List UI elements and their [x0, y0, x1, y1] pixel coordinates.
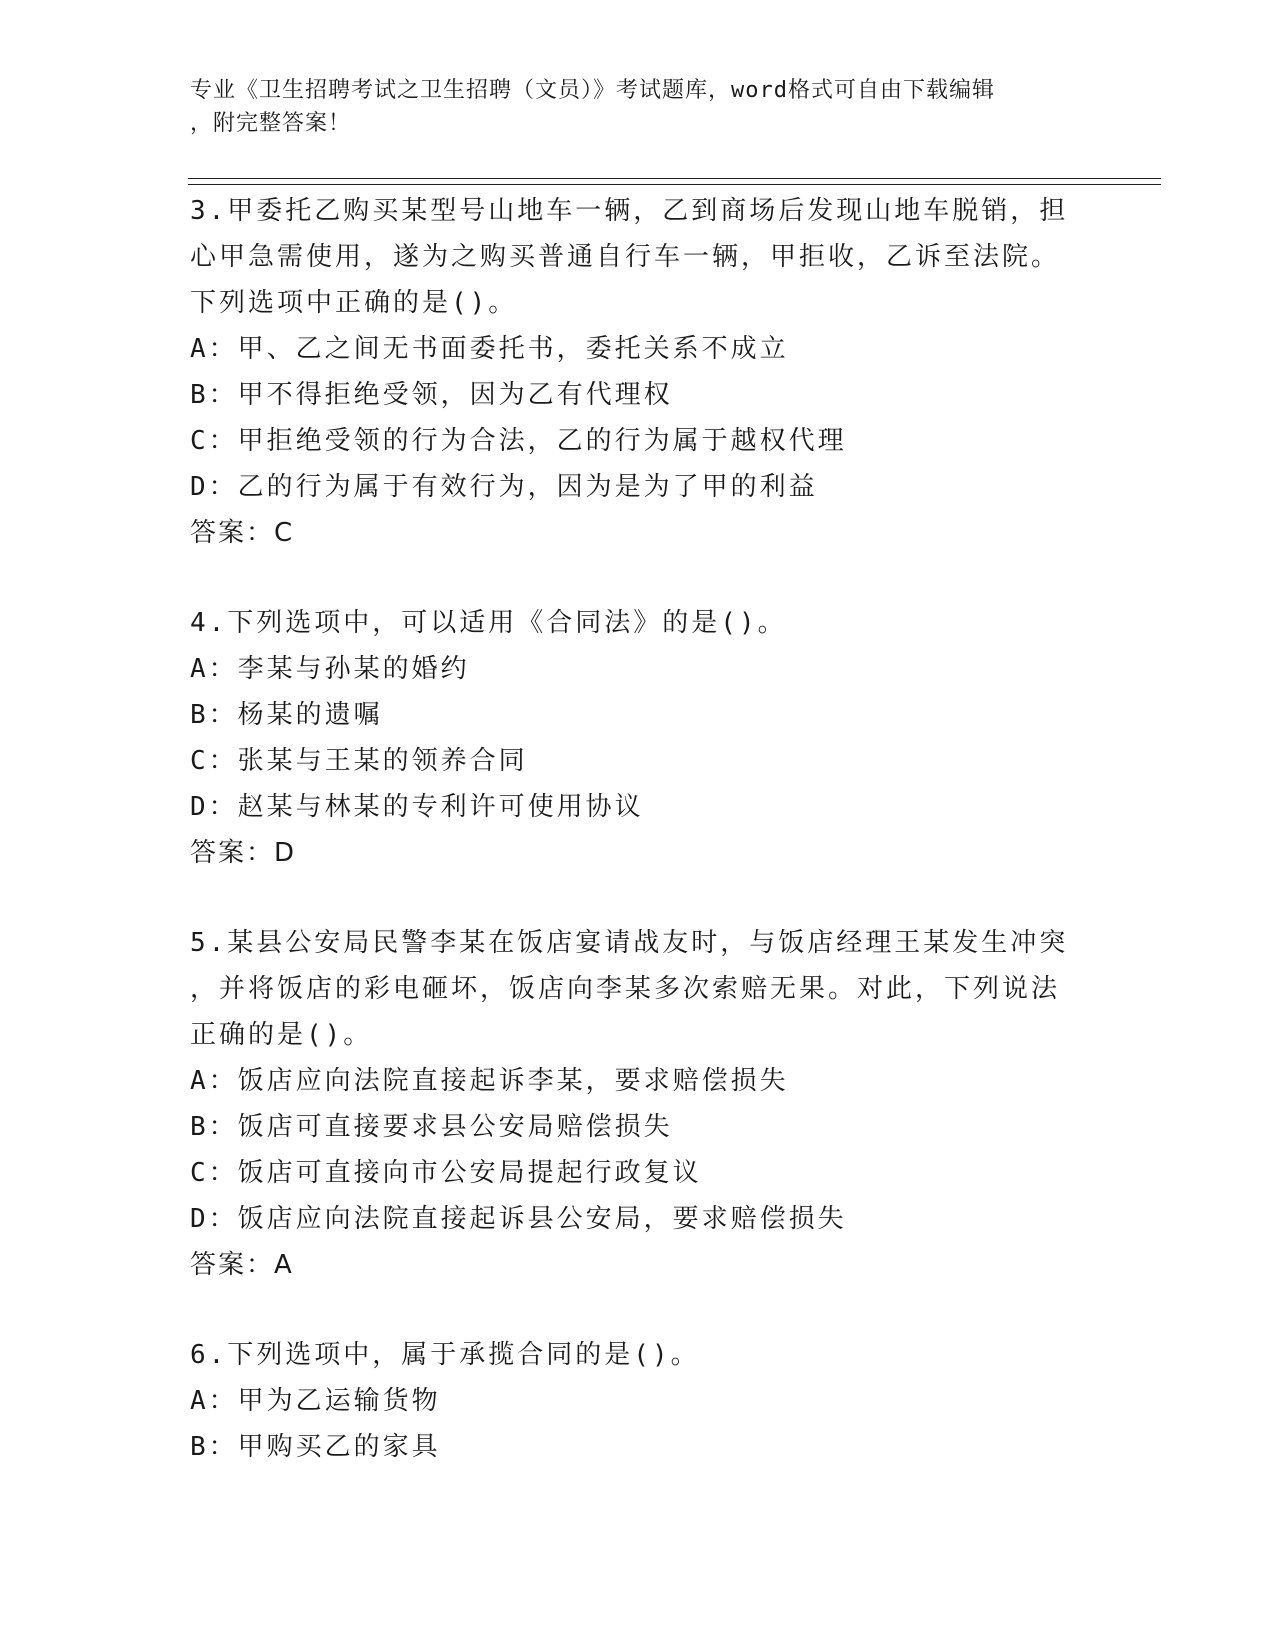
option-b: B：杨某的遗嘱: [190, 700, 383, 730]
option-a: A：甲为乙运输货物: [190, 1386, 441, 1416]
question-stem-line: 4.下列选项中，可以适用《合同法》的是()。: [190, 608, 787, 638]
question-stem-line: 下列选项中正确的是()。: [190, 288, 518, 318]
answer-line: 答案：C: [190, 518, 295, 548]
answer-line: 答案：D: [190, 838, 297, 868]
header-line-1: 专业《卫生招聘考试之卫生招聘（文员）》考试题库，word格式可自由下载编辑: [190, 78, 995, 103]
option-c: C：甲拒绝受领的行为合法，乙的行为属于越权代理: [190, 426, 847, 456]
question-stem-line: 3.甲委托乙购买某型号山地车一辆，乙到商场后发现山地车脱销，担: [190, 196, 1069, 226]
question-3: [190, 188, 1080, 556]
question-stem-line: 心甲急需使用，遂为之购买普通自行车一辆，甲拒收，乙诉至法院。: [190, 242, 1061, 272]
question-6: [190, 1332, 1080, 1470]
option-b: B：甲不得拒绝受领，因为乙有代理权: [190, 380, 673, 410]
option-b: B：饭店可直接要求县公安局赔偿损失: [190, 1112, 673, 1142]
question-stem-line: ，并将饭店的彩电砸坏，饭店向李某多次索赔无果。对此，下列说法: [190, 974, 1061, 1004]
header-divider-top: [188, 178, 1161, 179]
option-a: A：李某与孙某的婚约: [190, 654, 470, 684]
option-a: A：饭店应向法院直接起诉李某，要求赔偿损失: [190, 1066, 789, 1096]
header-line-2: ，附完整答案！: [190, 111, 352, 136]
option-d: D：饭店应向法院直接起诉县公安局，要求赔偿损失: [190, 1204, 847, 1234]
question-list: [190, 188, 1080, 1514]
question-stem-line: 正确的是()。: [190, 1020, 373, 1050]
option-a: A：甲、乙之间无书面委托书，委托关系不成立: [190, 334, 789, 364]
question-stem-line: 5.某县公安局民警李某在饭店宴请战友时，与饭店经理王某发生冲突: [190, 928, 1069, 958]
question-5: [190, 920, 1080, 1288]
option-c: C：饭店可直接向市公安局提起行政复议: [190, 1158, 702, 1188]
document-header: [190, 74, 1070, 140]
header-divider-bottom: [188, 184, 1161, 185]
option-c: C：张某与王某的领养合同: [190, 746, 528, 776]
question-4: [190, 600, 1080, 876]
question-stem-line: 6.下列选项中，属于承揽合同的是()。: [190, 1340, 700, 1370]
option-d: D：赵某与林某的专利许可使用协议: [190, 792, 644, 822]
option-b: B：甲购买乙的家具: [190, 1432, 441, 1462]
option-d: D：乙的行为属于有效行为，因为是为了甲的利益: [190, 472, 818, 502]
answer-line: 答案：A: [190, 1250, 294, 1280]
